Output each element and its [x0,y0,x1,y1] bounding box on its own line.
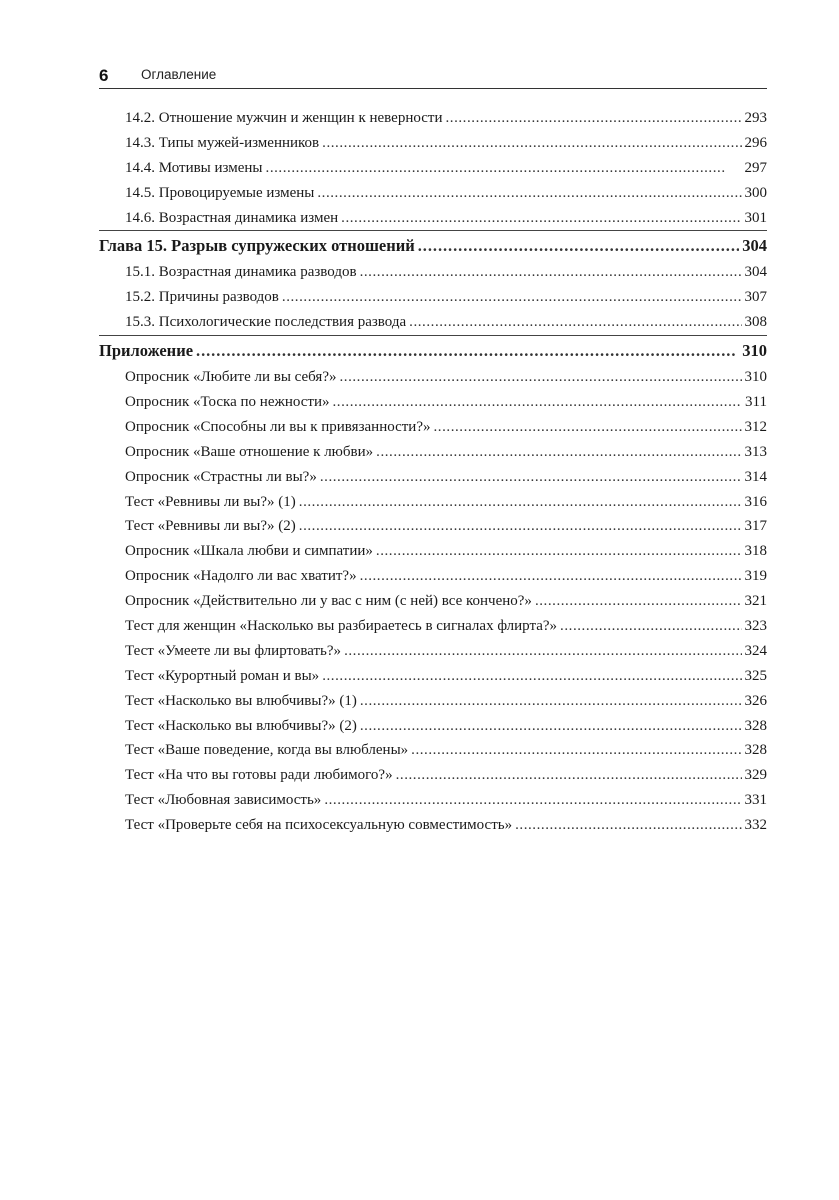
dot-leader [324,788,741,813]
toc-entry-title: Тест «Курортный роман и вы» [125,667,320,684]
toc-entry-page: 312 [744,418,767,435]
dot-leader [560,614,741,639]
toc-entry-page: 310 [742,341,767,361]
dot-leader [434,415,742,440]
toc-entry-title: Опросник «Страстны ли вы?» [125,468,317,485]
toc-entry-page: 304 [742,236,767,256]
dot-leader [376,440,741,465]
toc-entry[interactable] [99,390,767,415]
dot-leader [418,231,740,260]
toc-entry-title: Опросник «Любите ли вы себя?» [125,369,337,386]
toc-entry-title: 14.4. Мотивы измены [125,159,263,176]
dot-leader [535,589,742,614]
toc-entry-title: Тест «Умеете ли вы флиртовать?» [125,642,342,659]
dot-leader [515,813,741,838]
toc-entry-title: 14.2. Отношение мужчин и женщин к неверности [125,110,443,126]
dot-leader [282,285,742,310]
dot-leader [322,664,741,689]
dot-leader [409,310,741,335]
toc-entry-page: 319 [744,568,767,585]
toc-entry-page: 300 [744,184,767,201]
toc-entry-title: 14.3. Типы мужей-изменников [125,134,320,151]
toc-entry-title: Опросник «Тоска по нежности» [125,394,330,411]
dot-leader [299,514,742,539]
toc-entry-page: 321 [744,593,767,610]
toc-entry-title: Тест «Любовная зависимость» [125,792,322,809]
toc-entry-page: 314 [744,468,767,485]
toc-entry-page: 317 [744,518,767,535]
toc-entry-page: 301 [744,209,767,226]
toc-entry[interactable] [99,664,767,689]
page-number: 6 [99,66,109,85]
toc-entry[interactable] [99,285,767,310]
toc-entry-page: 328 [744,742,767,759]
dot-leader [341,206,741,231]
dot-leader [360,714,742,739]
toc-chapter-entry[interactable] [99,230,767,260]
toc-entry-title: Тест «Насколько вы влюбчивы?» (1) [125,692,357,709]
toc-entry-title: Тест «На что вы готовы ради любимого?» [125,767,393,784]
toc-entry-title: 15.2. Причины разводов [125,289,279,306]
toc-entry-page: 297 [744,159,767,176]
dot-leader [360,260,742,285]
toc-entry-page: 307 [744,289,767,306]
dot-leader [344,639,741,664]
dot-leader [360,689,742,714]
toc-entry-title: Опросник «Шкала любви и симпатии» [125,543,373,560]
toc-entry-title: Тест «Ревнивы ли вы?» (1) [125,493,296,510]
toc-entry-page: 323 [744,618,767,635]
toc-entry-page: 304 [744,264,767,281]
toc-entry[interactable] [99,365,767,390]
toc-entry[interactable] [99,131,767,156]
dot-leader [339,365,741,390]
toc-entry-page: 316 [744,493,767,510]
toc-entry-page: 325 [744,667,767,684]
toc-entry-page: 324 [744,642,767,659]
toc-entry[interactable] [99,738,767,763]
dot-leader [322,131,741,156]
dot-leader [320,465,742,490]
toc-entry-title: 14.5. Провоцируемые измены [125,184,315,201]
toc-entry-title: 15.1. Возрастная динамика разводов [125,264,357,281]
toc-entry[interactable] [99,639,767,664]
toc-entry[interactable] [99,415,767,440]
dot-leader [445,106,741,131]
toc-entry-title: Тест «Проверьте себя на психосексуальную совместимость» [125,817,513,834]
toc-entry[interactable] [99,514,767,539]
toc-entry-title: Глава 15. Разрыв супружеских отношений [99,236,415,256]
toc-entry[interactable] [99,813,767,838]
toc-entry[interactable] [99,440,767,465]
toc-entry-page: 311 [745,394,767,411]
toc-entry-title: Опросник «Ваше отношение к любви» [125,443,374,460]
toc-entry-title: 15.3. Психологические последствия развода [125,314,407,331]
toc-entry[interactable] [99,490,767,515]
toc-entry-page: 296 [744,134,767,151]
toc-entry[interactable] [99,106,767,131]
dot-leader [411,738,741,763]
toc-entry[interactable] [99,564,767,589]
page-header [99,64,767,89]
dot-leader [333,390,743,415]
toc-entry-page: 329 [744,767,767,784]
toc-entry-page: 308 [744,314,767,331]
toc-entry-page: 332 [744,817,767,834]
toc-entry[interactable] [99,763,767,788]
toc-entry[interactable] [99,689,767,714]
toc-entry[interactable] [99,181,767,206]
toc-entry-page: 328 [744,717,767,734]
dot-leader [266,156,742,181]
toc-entry-title: Приложение [99,341,194,361]
toc-entry-title: 14.6. Возрастная динамика измен [125,209,339,226]
toc-entry-title: Тест «Ваше поведение, когда вы влюблены» [125,742,409,759]
dot-leader [396,763,742,788]
dot-leader [376,539,742,564]
running-title: Оглавление [141,67,217,82]
dot-leader [299,490,742,515]
toc-entry-page: 318 [744,543,767,560]
toc-entry[interactable] [99,589,767,614]
toc-entry-page: 293 [744,110,767,126]
dot-leader [317,181,741,206]
toc-entry-title: Опросник «Действительно ли у вас с ним (с ней) все кончено?» [125,593,532,610]
toc-entry[interactable] [99,260,767,285]
toc-entry[interactable] [99,714,767,739]
toc-entry-title: Тест «Насколько вы влюбчивы?» (2) [125,717,357,734]
toc-entry[interactable] [99,156,767,181]
dot-leader [196,336,739,365]
toc-entry[interactable] [99,539,767,564]
toc-entry-page: 310 [744,369,767,386]
toc-entry-title: Опросник «Надолго ли вас хватит?» [125,568,357,585]
dot-leader [360,564,742,589]
table-of-contents [99,106,767,838]
toc-entry-title: Тест «Ревнивы ли вы?» (2) [125,518,296,535]
toc-entry[interactable] [99,206,767,231]
toc-entry-page: 331 [744,792,767,809]
toc-entry-page: 313 [744,443,767,460]
toc-entry-title: Опросник «Способны ли вы к привязанности?» [125,418,431,435]
toc-entry-title: Тест для женщин «Насколько вы разбираетесь в сигналах флирта?» [125,618,558,635]
toc-entry-page: 326 [744,692,767,709]
toc-chapter-entry[interactable] [99,335,767,365]
toc-entry[interactable] [99,310,767,335]
toc-entry[interactable] [99,465,767,490]
toc-entry[interactable] [99,788,767,813]
toc-entry[interactable] [99,614,767,639]
